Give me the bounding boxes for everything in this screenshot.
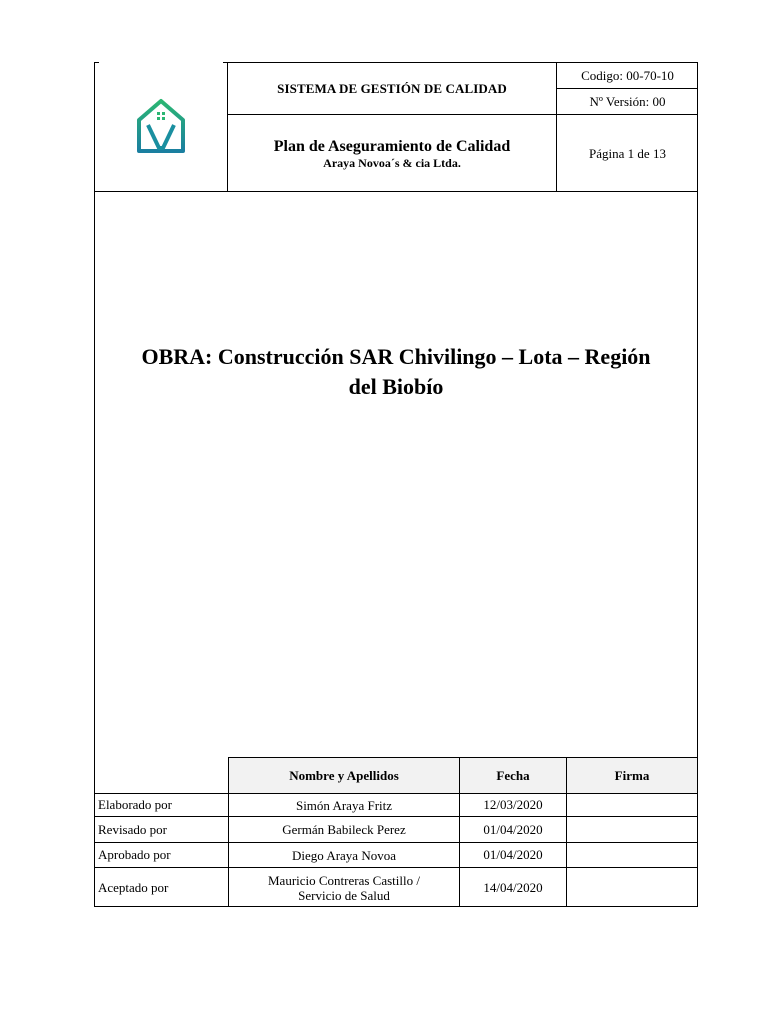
name-cell [228, 868, 459, 907]
signature-cell [566, 817, 697, 842]
document-body [94, 192, 698, 907]
border-tick [95, 62, 99, 63]
house-v-logo-icon [135, 98, 187, 154]
column-header-signature: Firma [566, 757, 697, 794]
table-row [95, 817, 697, 843]
page-number: Página 1 de 13 [589, 145, 666, 161]
role-cell: Aceptado por [98, 879, 169, 895]
system-title: SISTEMA DE GESTIÓN DE CALIDAD [228, 63, 556, 115]
header-meta-column [557, 62, 698, 192]
obra-title-line: OBRA: Construcción SAR Chivilingo – Lota – Región [141, 344, 651, 369]
company-name: Araya Novoa´s & cia Ltda. [323, 155, 461, 170]
document-version: Nº Versión: 00 [557, 89, 698, 115]
table-header-empty [95, 757, 228, 794]
date-cell: 01/04/2020 [459, 843, 566, 867]
table-header-row [95, 757, 697, 794]
signature-cell [566, 843, 697, 867]
plan-title-block [228, 115, 556, 192]
table-row [95, 868, 697, 907]
role-cell: Aprobado por [98, 847, 171, 862]
document-code: Codigo: 00-70-10 [557, 63, 698, 89]
name-line: Mauricio Contreras Castillo / [267, 872, 420, 888]
header-title-column [227, 62, 557, 192]
table-row [95, 794, 697, 817]
date-cell: 12/03/2020 [459, 794, 566, 816]
signature-cell [566, 868, 697, 907]
plan-title: Plan de Aseguramiento de Calidad [273, 137, 511, 155]
name-cell: Diego Araya Novoa [228, 843, 459, 867]
document-page [94, 62, 698, 907]
column-header-name: Nombre y Apellidos [228, 757, 459, 794]
name-line: Servicio de Salud [298, 887, 390, 903]
name-cell: Simón Araya Fritz [228, 794, 459, 816]
obra-title [95, 342, 697, 402]
column-header-date: Fecha [459, 757, 566, 794]
signature-cell [566, 794, 697, 816]
name-cell: Germán Babileck Perez [228, 817, 459, 842]
role-cell: Elaborado por [98, 797, 173, 812]
table-row [95, 843, 697, 868]
obra-title-line: del Biobío [348, 374, 444, 399]
date-cell: 14/04/2020 [459, 868, 566, 907]
logo-cell [94, 62, 227, 192]
date-cell: 01/04/2020 [459, 817, 566, 842]
role-cell: Revisado por [98, 821, 167, 837]
document-header [94, 62, 698, 192]
